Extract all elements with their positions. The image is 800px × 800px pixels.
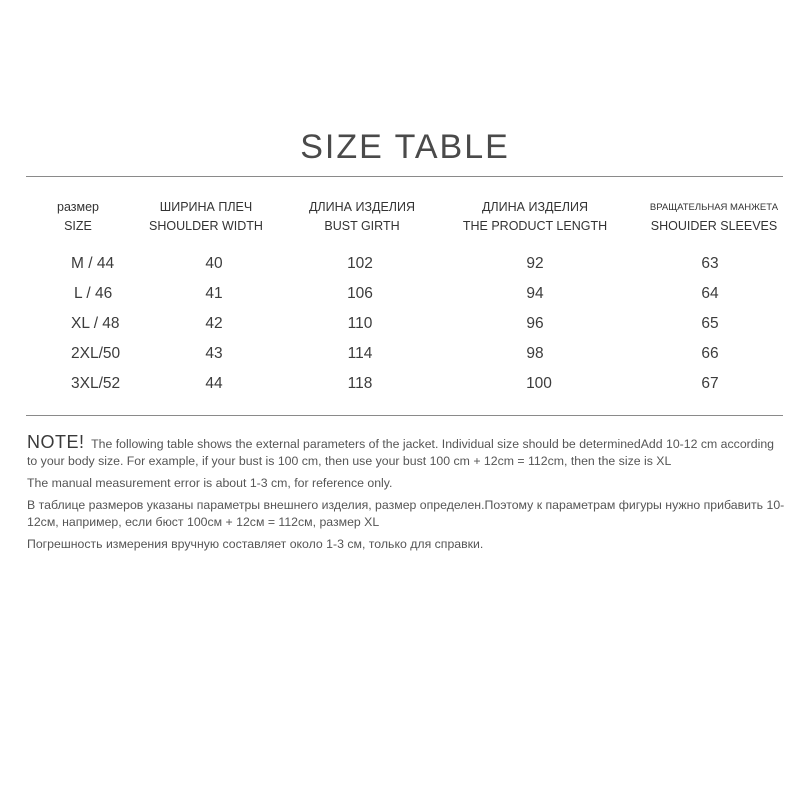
- cell-shoulder: 43: [205, 345, 223, 362]
- header-size-en: SIZE: [64, 219, 92, 233]
- header-length-en: THE PRODUCT LENGTH: [462, 219, 608, 233]
- note-error-ru: Погрешность измерения вручную составляет около 1-3 см, только для справки.: [27, 537, 484, 551]
- cell-length: 100: [526, 375, 552, 392]
- header-sleeves-ru: ВРАЩАТЕЛЬНАЯ МАНЖЕТА: [649, 202, 779, 213]
- cell-bust: 114: [347, 345, 373, 362]
- cell-size: L / 46: [74, 285, 113, 302]
- cell-shoulder: 42: [205, 315, 223, 332]
- cell-sleeves: 67: [701, 375, 719, 392]
- note-section: [27, 434, 787, 553]
- header-sleeves: [644, 198, 784, 236]
- table-top-divider: [26, 176, 783, 177]
- cell-sleeves: 66: [701, 345, 719, 362]
- note-text-en: The following table shows the external parameters of the jacket. Individual size should be determinedAdd 10-12 cm according to your body size. For example, if your bust is 100 cm, then use your bust 100 cm + 12cm = 112cm, then the size is XL: [27, 437, 775, 468]
- note-label: NOTE!: [27, 432, 85, 452]
- cell-shoulder: 41: [205, 285, 223, 302]
- header-shoulder-ru: ШИРИНА ПЛЕЧ: [159, 200, 253, 214]
- header-bust-ru: ДЛИНА ИЗДЕЛИЯ: [308, 200, 416, 214]
- cell-size: 2XL/50: [71, 345, 121, 362]
- page-title: SIZE TABLE: [300, 128, 510, 166]
- cell-length: 92: [526, 255, 544, 272]
- header-size-ru: размер: [57, 200, 99, 214]
- cell-sleeves: 64: [701, 285, 719, 302]
- cell-length: 96: [526, 315, 544, 332]
- cell-bust: 118: [347, 375, 373, 392]
- cell-length: 94: [526, 285, 544, 302]
- cell-bust: 110: [347, 315, 373, 332]
- header-sleeves-en: SHOUIDER SLEEVES: [650, 219, 778, 233]
- cell-length: 98: [526, 345, 544, 362]
- header-shoulder-width: [141, 198, 271, 236]
- header-shoulder-en: SHOULDER WIDTH: [149, 219, 263, 233]
- header-bust-en: BUST GIRTH: [324, 219, 400, 233]
- header-size: [38, 198, 118, 236]
- cell-size: XL / 48: [71, 315, 120, 332]
- cell-bust: 102: [347, 255, 373, 272]
- cell-bust: 106: [347, 285, 373, 302]
- cell-size: 3XL/52: [71, 375, 121, 392]
- cell-shoulder: 44: [205, 375, 223, 392]
- note-error-en: The manual measurement error is about 1-3 cm, for reference only.: [27, 476, 393, 490]
- note-paragraph-en: [27, 434, 787, 470]
- note-text-ru: В таблице размеров указаны параметры внешнего изделия, размер определен.Поэтому к параметрам фигуры нужно прибавить 10-12см, например, если бюст 100см + 12см = 112см, размер XL: [27, 498, 785, 529]
- cell-size: M / 44: [71, 255, 115, 272]
- header-bust-girth: [297, 198, 427, 236]
- cell-sleeves: 63: [701, 255, 719, 272]
- header-product-length: [455, 198, 615, 236]
- header-length-ru: ДЛИНА ИЗДЕЛИЯ: [481, 200, 589, 214]
- cell-shoulder: 40: [205, 255, 223, 272]
- table-bottom-divider: [26, 415, 783, 416]
- cell-sleeves: 65: [701, 315, 719, 332]
